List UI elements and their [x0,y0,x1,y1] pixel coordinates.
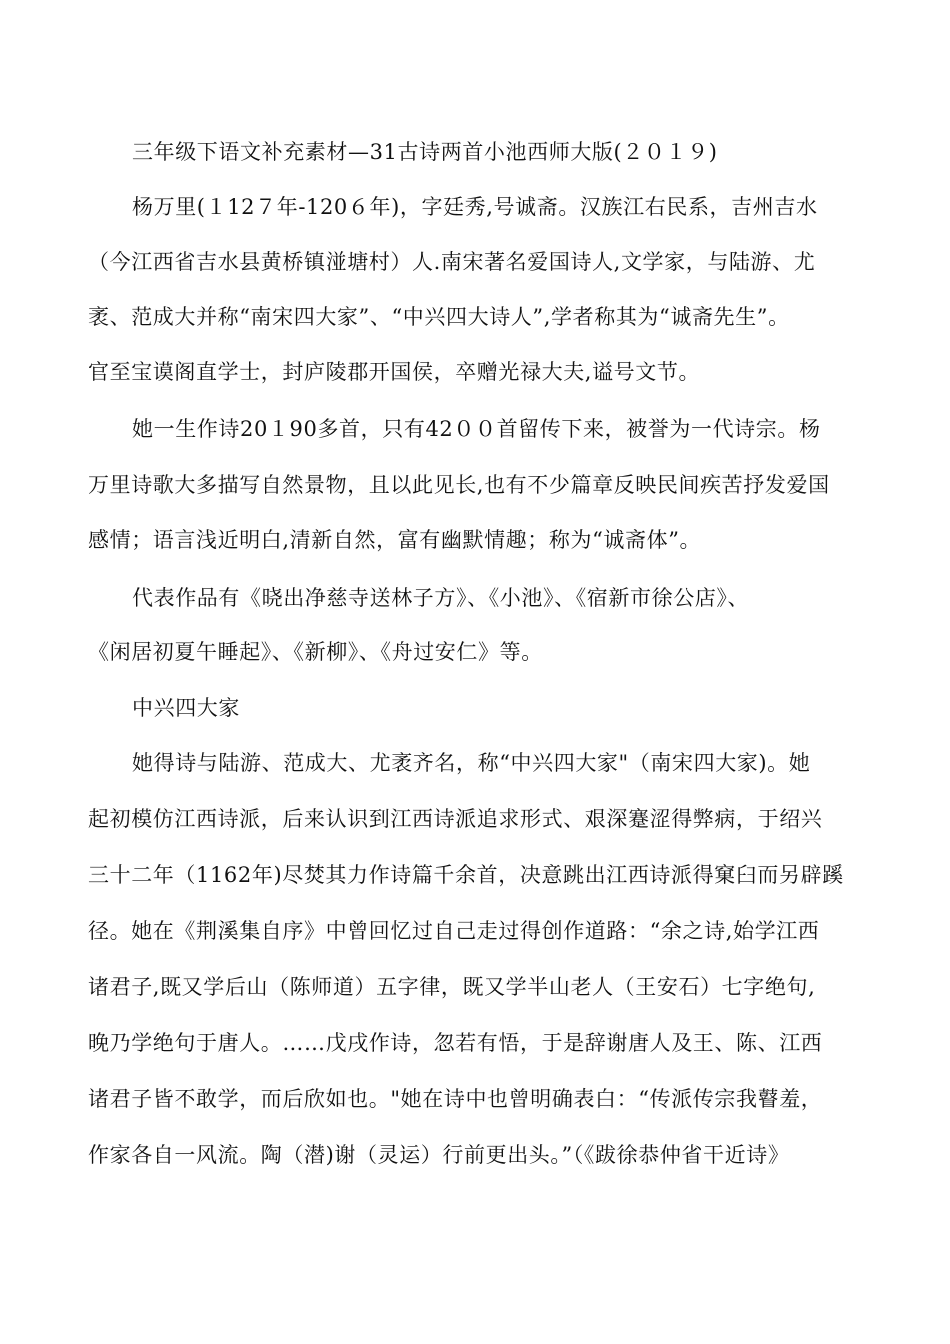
paragraph-line: 杨万里(１12７年-120６年)，字廷秀,号诚斋。汉族江右民系，吉州吉水 [132,195,818,219]
paragraph-line: 晚乃学绝句于唐人。……戊戌作诗，忽若有悟，于是辞谢唐人及王、陈、江西 [88,1031,823,1055]
section-heading: 中兴四大家 [132,696,240,720]
paragraph-line: 她得诗与陆游、范成大、尤袤齐名，称“中兴四大家"（南宋四大家)。她 [132,751,811,775]
document-title: 三年级下语文补充素材—31古诗两首小池西师大版(２０１９) [132,140,718,164]
paragraph-line: 三十二年（1162年)尽焚其力作诗篇千余首，决意跳出江西诗派得窠臼而另辟蹊 [88,863,844,887]
paragraph-line: 代表作品有《晓出净慈寺送林子方》、《小池》、《宿新市徐公店》、 [132,586,750,610]
paragraph-line: 作家各自一风流。陶（潜)谢（灵运）行前更出头。”（《跋徐恭仲省干近诗》 [88,1143,790,1167]
paragraph-line: 万里诗歌大多描写自然景物，且以此见长,也有不少篇章反映民间疾苦抒发爱国 [88,473,830,497]
paragraph-line: 诸君子皆不敢学，而后欣如也。"她在诗中也曾明确表白：“传派传宗我瞽羞， [88,1087,823,1111]
paragraph-line: 她一生作诗20１90多首，只有42００首留传下来，被誉为一代诗宗。杨 [132,417,821,441]
paragraph-line: 径。她在《荆溪集自序》中曾回忆过自己走过得创作道路：“余之诗,始学江西 [88,919,820,943]
paragraph-line: （今江西省吉水县黄桥镇湴塘村）人.南宋著名爱国诗人,文学家，与陆游、尤 [88,250,816,274]
paragraph-line: 诸君子,既又学后山（陈师道）五字律，既又学半山老人（王安石）七字绝句, [88,975,816,999]
paragraph-line: 官至宝谟阁直学士，封庐陵郡开国侯，卒赠光禄大夫,谥号文节。 [88,360,701,384]
paragraph-line: 袤、范成大并称“南宋四大家”、“中兴四大诗人”,学者称其为“诚斋先生”。 [88,305,790,329]
paragraph-line: 感情；语言浅近明白,清新自然，富有幽默情趣；称为“诚斋体”。 [88,528,702,552]
paragraph-line: 《闲居初夏午睡起》、《新柳》、《舟过安仁》等。 [88,640,543,664]
paragraph-line: 起初模仿江西诗派，后来认识到江西诗派追求形式、艰深蹇涩得弊病，于绍兴 [88,807,823,831]
